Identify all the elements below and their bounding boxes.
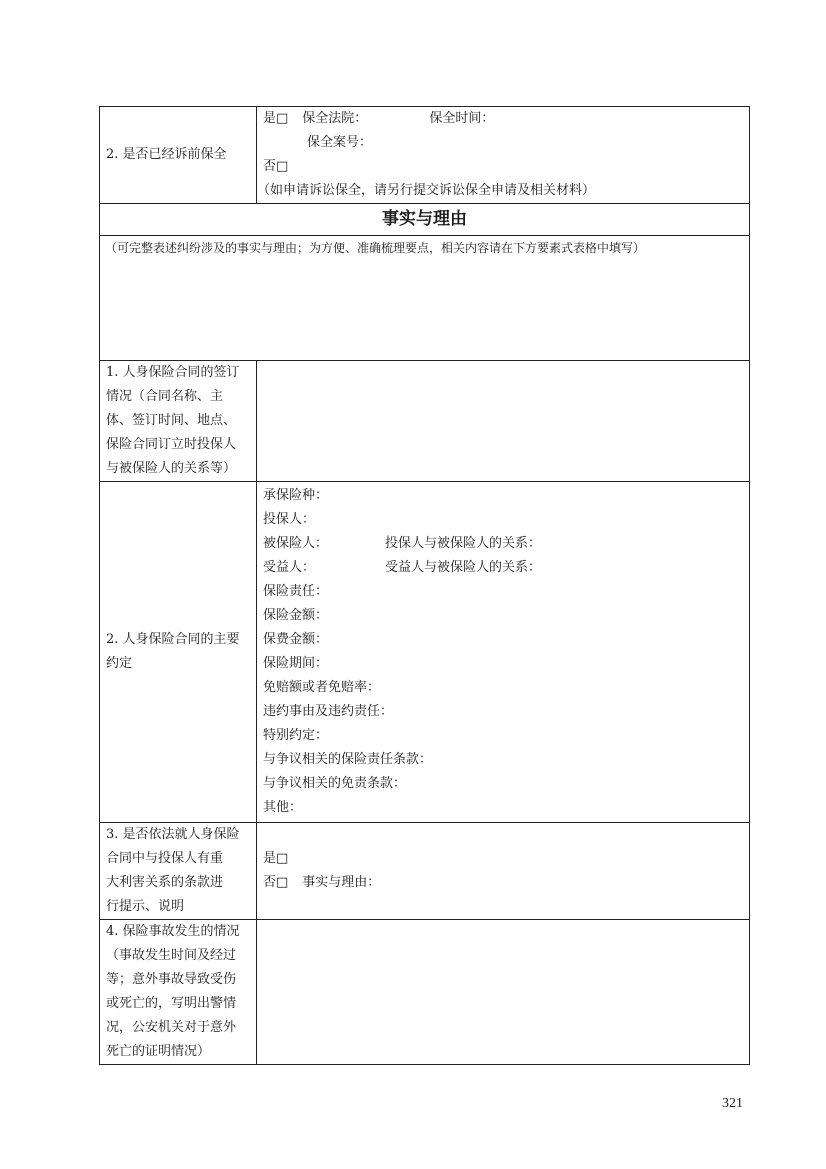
- facts-reasons-title-row: [100, 204, 750, 236]
- preservation-case-no-label: 保全案号：: [307, 135, 373, 150]
- contract-signing-label-line: 情况（合同名称、主: [106, 389, 224, 404]
- page-number: 321: [722, 1096, 743, 1111]
- insured-field[interactable]: 被保险人：: [263, 536, 329, 551]
- complaint-form-table: [99, 106, 750, 1065]
- preservation-line-2: [263, 131, 744, 155]
- disputed-exemption-field[interactable]: 与争议相关的免责条款：: [263, 776, 407, 791]
- contract-signing-row: [100, 361, 750, 482]
- preservation-line-1: [263, 107, 744, 131]
- notice-row: [100, 823, 750, 920]
- section-instruction: （可完整表述纠纷涉及的事实与理由；为方便、准确梳理要点，相关内容请在下方要素式表格中填写）: [105, 241, 646, 255]
- main-terms-label-line: 约定: [106, 656, 133, 671]
- section-title: 事实与理由: [100, 204, 750, 236]
- insurance-type-field[interactable]: 承保险种：: [263, 488, 329, 503]
- beneficiary-insured-relation-field[interactable]: 受益人与被保险人的关系：: [385, 560, 542, 575]
- disputed-liability-field[interactable]: 与争议相关的保险责任条款：: [263, 752, 433, 767]
- accident-label: [100, 920, 257, 1065]
- insured-line: [263, 532, 744, 556]
- preservation-note: （如申请诉讼保全，请另行提交诉讼保全申请及相关材料）: [257, 183, 596, 198]
- accident-label-line: 等；意外事故导致受伤: [106, 972, 237, 987]
- preservation-time-label: 保全时间：: [429, 111, 495, 126]
- notice-content: [257, 823, 750, 920]
- contract-signing-label-line: 1. 人身保险合同的签订: [106, 365, 240, 380]
- notice-no-line: [263, 871, 744, 895]
- contract-signing-label: [100, 361, 257, 482]
- beneficiary-line: [263, 556, 744, 580]
- accident-label-line: 况，公安机关对于意外: [106, 1020, 237, 1035]
- contract-signing-label-line: 保险合同订立时投保人: [106, 437, 237, 452]
- main-terms-label: [100, 482, 257, 823]
- preservation-no-checkbox[interactable]: 否□: [263, 159, 289, 174]
- accident-label-line: 4. 保险事故发生的情况: [106, 924, 240, 939]
- notice-facts-field[interactable]: 事实与理由：: [302, 875, 381, 890]
- deductible-field[interactable]: 免赔额或者免赔率：: [263, 680, 381, 695]
- notice-no-checkbox[interactable]: 否□: [263, 875, 289, 890]
- facts-reasons-input-area[interactable]: [100, 236, 750, 361]
- preservation-yes-checkbox[interactable]: 是□: [263, 111, 289, 126]
- contract-signing-input[interactable]: [257, 361, 750, 482]
- accident-row: [100, 920, 750, 1065]
- policyholder-field[interactable]: 投保人：: [263, 512, 316, 527]
- sum-insured-field[interactable]: 保险金额：: [263, 608, 329, 623]
- other-field[interactable]: 其他：: [263, 800, 303, 815]
- facts-reasons-free-text-row: [100, 236, 750, 361]
- notice-label-line: 合同中与投保人有重: [106, 851, 224, 866]
- accident-label-line: 或死亡的，写明出警情: [106, 996, 237, 1011]
- notice-label-line: 大利害关系的条款进: [106, 875, 224, 890]
- main-terms-content: [257, 482, 750, 823]
- period-field[interactable]: 保险期间：: [263, 656, 329, 671]
- special-agreement-field[interactable]: 特别约定：: [263, 728, 329, 743]
- accident-input[interactable]: [257, 920, 750, 1065]
- accident-label-line: （事故发生时间及经过: [106, 948, 237, 963]
- liability-field[interactable]: 保险责任：: [263, 584, 329, 599]
- contract-signing-label-line: 与被保险人的关系等）: [106, 461, 237, 476]
- main-terms-row: [100, 482, 750, 823]
- beneficiary-field[interactable]: 受益人：: [263, 560, 316, 575]
- premium-field[interactable]: 保费金额：: [263, 632, 329, 647]
- preservation-content: [257, 107, 750, 204]
- notice-label-line: 3. 是否依法就人身保险: [106, 827, 240, 842]
- accident-label-line: 死亡的证明情况）: [106, 1044, 211, 1059]
- notice-yes-checkbox[interactable]: 是□: [263, 851, 289, 866]
- notice-label: [100, 823, 257, 920]
- main-terms-label-line: 2. 人身保险合同的主要: [106, 632, 240, 647]
- preservation-court-label: 保全法院：: [302, 111, 368, 126]
- notice-label-line: 行提示、说明: [106, 899, 185, 914]
- preservation-label: 2. 是否已经诉前保全: [100, 107, 257, 204]
- policyholder-insured-relation-field[interactable]: 投保人与被保险人的关系：: [385, 536, 542, 551]
- preservation-line-3: [263, 155, 744, 179]
- contract-signing-label-line: 体、签订时间、地点、: [106, 413, 237, 428]
- preservation-row: [100, 107, 750, 204]
- breach-field[interactable]: 违约事由及违约责任：: [263, 704, 394, 719]
